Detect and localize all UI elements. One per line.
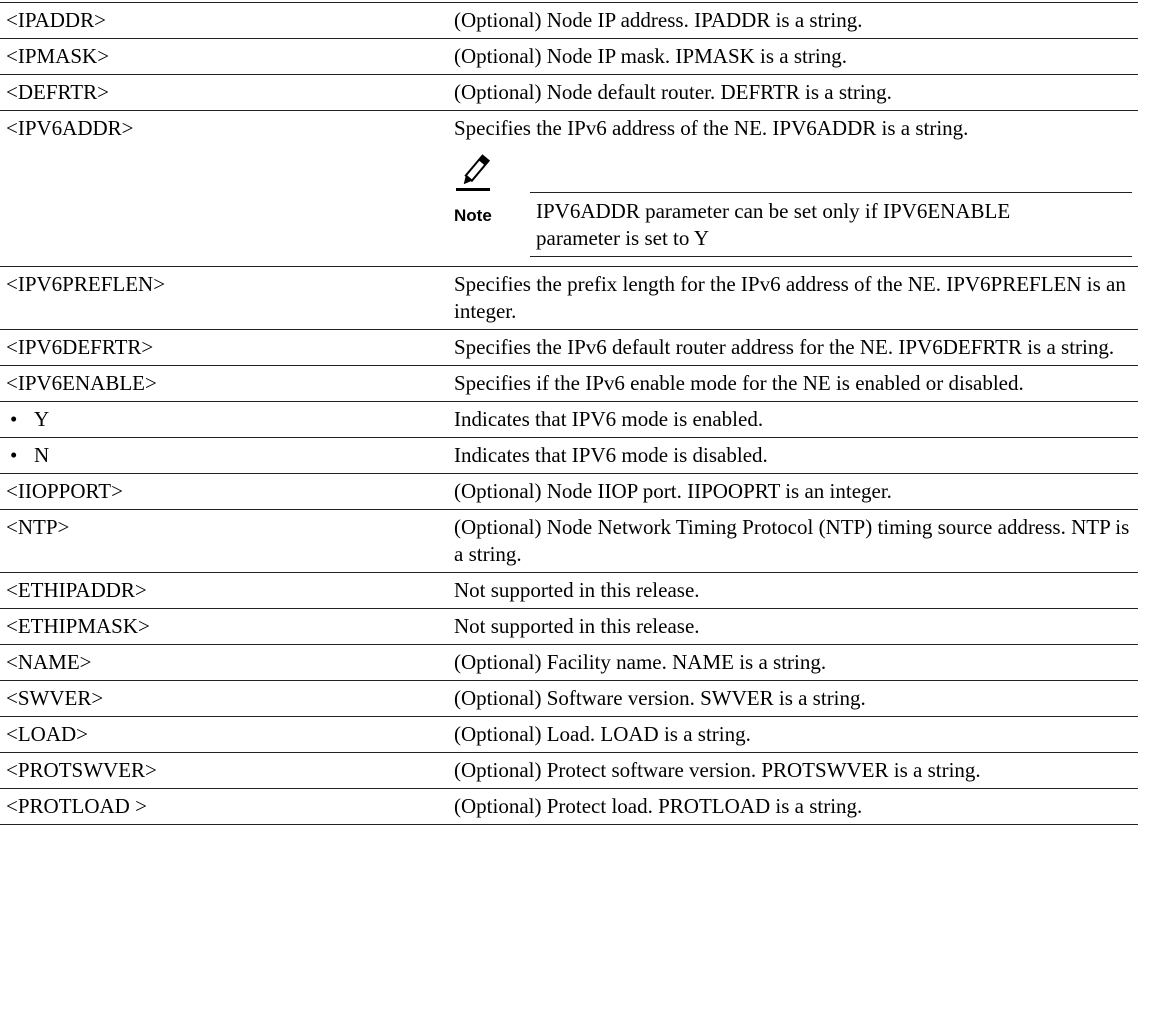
note-top-rule <box>530 192 1132 193</box>
param-cell <box>0 681 448 717</box>
param-name: <PROTLOAD > <box>6 794 147 818</box>
note-text: IPV6ADDR parameter can be set only if IPV6ENABLE parameter is set to Y <box>536 199 1011 250</box>
param-name: N <box>34 443 50 467</box>
param-cell <box>0 267 448 330</box>
param-cell <box>0 645 448 681</box>
bullet: • <box>10 443 18 467</box>
desc-cell <box>448 717 1138 753</box>
param-description: (Optional) Load. LOAD is a string. <box>454 722 751 746</box>
table-row <box>0 753 1138 789</box>
param-description: Not supported in this release. <box>454 578 700 602</box>
param-name: Y <box>34 407 50 431</box>
desc-cell <box>448 753 1138 789</box>
param-description: Specifies the IPv6 address of the NE. IPV6ADDR is a string. <box>454 116 969 140</box>
param-name: <IPV6DEFRTR> <box>6 335 154 359</box>
desc-cell <box>448 402 1138 438</box>
param-cell <box>0 753 448 789</box>
param-cell <box>0 39 448 75</box>
pencil-note-icon <box>454 152 494 192</box>
desc-cell <box>448 75 1138 111</box>
param-cell <box>0 474 448 510</box>
note-label: Note <box>454 206 492 225</box>
table-row <box>0 402 1138 438</box>
param-description: Indicates that IPV6 mode is disabled. <box>454 443 768 467</box>
param-description: (Optional) Node default router. DEFRTR is a string. <box>454 80 892 104</box>
desc-cell <box>448 3 1138 39</box>
param-description: Not supported in this release. <box>454 614 700 638</box>
param-description: (Optional) Node IP mask. IPMASK is a string. <box>454 44 847 68</box>
desc-cell <box>448 39 1138 75</box>
param-name: <PROTSWVER> <box>6 758 157 782</box>
param-cell <box>0 366 448 402</box>
param-name: <NAME> <box>6 650 92 674</box>
table-row <box>0 609 1138 645</box>
param-name: <NTP> <box>6 515 70 539</box>
table-row <box>0 573 1138 609</box>
note-block <box>454 152 1132 262</box>
desc-cell <box>448 609 1138 645</box>
param-description: (Optional) Node IP address. IPADDR is a string. <box>454 8 863 32</box>
table-row <box>0 267 1138 330</box>
param-description: (Optional) Facility name. NAME is a string. <box>454 650 827 674</box>
desc-cell <box>448 366 1138 402</box>
param-cell <box>0 438 448 474</box>
parameter-table <box>0 2 1138 825</box>
desc-cell <box>448 681 1138 717</box>
param-name: <IPADDR> <box>6 8 106 32</box>
param-cell <box>0 75 448 111</box>
table-row <box>0 366 1138 402</box>
table-row <box>0 111 1138 267</box>
param-name: <IPV6ENABLE> <box>6 371 157 395</box>
param-description: Indicates that IPV6 mode is enabled. <box>454 407 764 431</box>
param-description: Specifies if the IPv6 enable mode for the NE is enabled or disabled. <box>454 371 1024 395</box>
table-row <box>0 39 1138 75</box>
param-cell <box>0 717 448 753</box>
desc-cell <box>448 474 1138 510</box>
param-name: <DEFRTR> <box>6 80 109 104</box>
table-row <box>0 330 1138 366</box>
table-row <box>0 474 1138 510</box>
desc-cell <box>448 510 1138 573</box>
desc-cell <box>448 330 1138 366</box>
table-row <box>0 789 1138 825</box>
param-description: (Optional) Protect load. PROTLOAD is a string. <box>454 794 863 818</box>
desc-cell <box>448 573 1138 609</box>
desc-cell <box>448 267 1138 330</box>
param-cell <box>0 573 448 609</box>
param-description: (Optional) Software version. SWVER is a string. <box>454 686 866 710</box>
param-name: <IPMASK> <box>6 44 110 68</box>
param-cell <box>0 3 448 39</box>
param-description: (Optional) Node Network Timing Protocol (NTP) timing source address. NTP is a string. <box>454 515 1130 566</box>
desc-cell <box>448 789 1138 825</box>
table-row <box>0 438 1138 474</box>
param-cell <box>0 111 448 267</box>
table-row <box>0 75 1138 111</box>
bullet: • <box>10 407 18 431</box>
param-cell <box>0 789 448 825</box>
param-name: <ETHIPADDR> <box>6 578 147 602</box>
param-description: Specifies the IPv6 default router address for the NE. IPV6DEFRTR is a string. <box>454 335 1115 359</box>
table-row <box>0 645 1138 681</box>
param-cell <box>0 402 448 438</box>
desc-cell <box>448 645 1138 681</box>
param-cell <box>0 510 448 573</box>
table-row <box>0 717 1138 753</box>
param-description: (Optional) Protect software version. PROTSWVER is a string. <box>454 758 981 782</box>
note-bottom-rule <box>530 256 1132 257</box>
desc-cell <box>448 111 1138 267</box>
table-row <box>0 510 1138 573</box>
param-cell <box>0 330 448 366</box>
table-row <box>0 681 1138 717</box>
param-cell <box>0 609 448 645</box>
param-name: <IIOPPORT> <box>6 479 123 503</box>
param-name: <LOAD> <box>6 722 89 746</box>
param-description: Specifies the prefix length for the IPv6 address of the NE. IPV6PREFLEN is an integer. <box>454 272 1126 323</box>
param-name: <IPV6PREFLEN> <box>6 272 166 296</box>
param-name: <ETHIPMASK> <box>6 614 150 638</box>
param-name: <IPV6ADDR> <box>6 116 134 140</box>
param-name: <SWVER> <box>6 686 104 710</box>
table-row <box>0 3 1138 39</box>
param-description: (Optional) Node IIOP port. IIPOOPRT is an integer. <box>454 479 892 503</box>
desc-cell <box>448 438 1138 474</box>
